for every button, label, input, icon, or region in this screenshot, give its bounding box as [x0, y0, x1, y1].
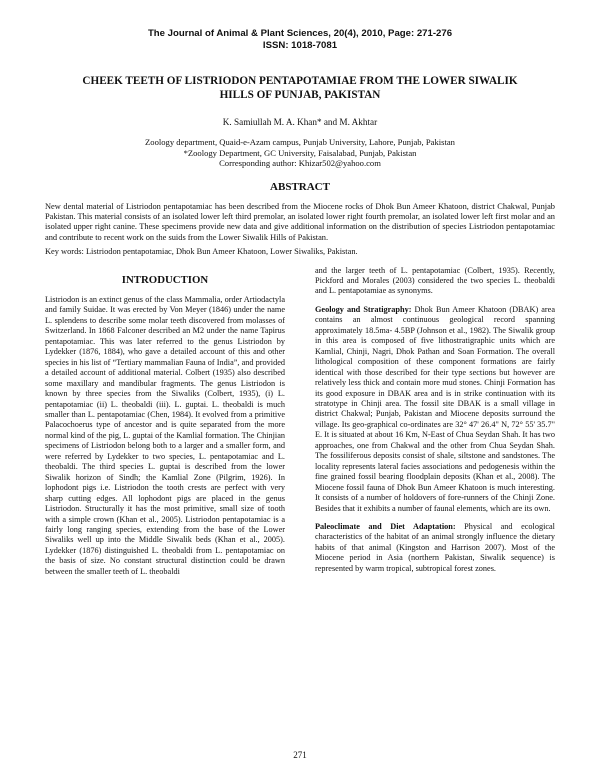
title-line-2: HILLS OF PUNJAB, PAKISTAN: [219, 89, 381, 101]
paleoclimate-text: Physical and ecological characteristics of the habitat of an animal strongly influence the dietary habits of that animal (Kingston and Harrison 2007). Most of the Miocene period in Asia (northern Pakistan, Siwalik sequence) is represented by warm tropical, subtropical forest zones.: [315, 521, 555, 573]
affiliation-2: *Zoology Department, GC University, Faisalabad, Punjab, Pakistan: [183, 147, 417, 158]
introduction-heading: INTRODUCTION: [121, 273, 209, 286]
geology-text: Dhok Bun Ameer Khatoon (DBAK) area contains an almost continuous geological record spanning approximately 18.5ma- 4.5BP (Johnson et al., 1982). The Siwalik group in this area is composed of five lithostratigraphic units which are Kamlial, Chinji, Nagri, Dhok Pathan and Soan Formation. The overall lithological composition of these component formations are fairly identical with those described for their type sections but however are relatively less thick and contain more mud stones. Chinji Formation has its good exposure in DBAK area and is in strike continuation with its stratotype in Chinji area. The fossil site DBAK is a small village in district Chakwal; Punjab, Pakistan and Miocene deposits surround the village. Its geo-graphical co-ordinates are 32° 47' 26.4" N, 72° 55' 35.7" E. It is situated at about 16 Km, N-East of Chua Seydan Shah. It has two approaches, one from Chakwal and the other from Chua Seydan Shah. The fossiliferous deposits consist of shale, siltstone and sandstones. The locality represents lateral facies associations and pedogenesis within the fine grained fossil bearing floodplain deposits (Khan et al., 2008). The Miocene fossil fauna of Dhok Bun Ameer Khatoon is much interesting. It consists of a number of holdovers of fore-runners of the Chinji Zone. Besides that it exhibits a number of faunal elements, which are its own.: [315, 304, 556, 513]
authors: K. Samiullah M. A. Khan* and M. Akhtar: [222, 117, 378, 127]
page-number: 271: [293, 750, 307, 760]
title-line-1: CHEEK TEETH OF LISTRIODON PENTAPOTAMIAE FROM THE LOWER SIWALIK: [82, 75, 518, 87]
affiliations: [45, 137, 555, 169]
intro-continued-text: and the larger teeth of L. pentapotamiac (Colbert, 1935). Recently, Pickford and Morales (2003) considered the two species L. theobaldi and L. pentapotamiae as synonyms.: [315, 265, 555, 296]
abstract-heading: ABSTRACT: [270, 180, 330, 193]
introduction-text: Listriodon is an extinct genus of the class Mammalia, order Artiodactyla and family Suidae. It was erected by Von Meyer (1846) under the name L. splendens to describe some molar teeth discovered from molasses of Switzerland. In 1868 Falconer described an M2 under the name Tapirus pentapotamiac. This was later referred to the genus Listriodon by Lydekker (1876, 1884), who gave a detailed account of this and other species in his list of “Tertiary mammalian Fauna of India”, and provided a detailed account of additional material. Colbert (1935) also described some maxillary and mandibular fragments. The genus Listriodon is known by three species from the Siwaliks (Colbert, 1935), (i) L. pentapotamiac (ii) L. theobaldi (iii). L. guptai. L. theobaldi is much smaller than L. pentapotamiac (Chen, 1984). It evolved from a primitive Palacochoerus type of ancestor and is quite separated from the more normal kind of the pig, L. guptai of the Kamlial formation. The Chinjian specimens of Listriodon belong both to a larger and a smaller form, and were referred by Lydekker to two species, L. pentapotamiac and L. theobaldi. The third species L. guptai is described from the lower Siwalik horizon of Sindh; the Kamlial Zone (Pilgrim, 1926). In lophodont pigs i.e. Listriodon the tooth crests are perfect with very sharp cutting edges. All lophodont pigs are placed in the genus Listriodon. Structurally it has the most primitive, small size of tooth with a simple crown (Khan et al., 2005). Listriodon pentapotamiac is a fairly long ranging species, extending from the base of the Lower Siwaliks well up into the Middle Siwalik beds (Khan et al., 2005). Lydekker (1876) distinguished L. theobaldi from L. pentapotamiac on the basis of size. No constant structural distinction could be drawn between the smaller teeth of L. theobaldi: [45, 294, 285, 576]
abstract-text: New dental material of Listriodon pentapotamiac has been described from the Miocene rocks of Dhok Bun Ameer Khatoon, district Chakwal, Punjab Pakistan. This material consists of an isolated lower left third premolar, an isolated lower right fourth premolar, an isolated lower left first molar and an isolated upper right canine. These specimens provide new data and give additional information on the distribution of species Listriodon pentapotamiac and contribute to recent work on the suids from the Lower Siwalik Hills of Pakistan.: [45, 201, 555, 242]
left-column: [45, 266, 285, 578]
corresponding-author: Corresponding author: Khizar502@yahoo.com: [219, 158, 381, 168]
paper-title: [45, 74, 555, 102]
keywords: Key words: Listriodon pentapotamiac, Dhok Bun Ameer Khatoon, Lower Siwaliks, Pakistan.: [45, 247, 358, 257]
body-columns: [45, 266, 555, 578]
geology-heading: Geology and Stratigraphy:: [315, 304, 412, 314]
right-column: [315, 266, 555, 578]
affiliation-1: Zoology department, Quaid-e-Azam campus, Punjab University, Lahore, Punjab, Pakistan: [145, 137, 455, 147]
geology-section: [315, 305, 555, 514]
journal-citation: The Journal of Animal & Plant Sciences, 20(4), 2010, Page: 271-276: [147, 28, 453, 39]
journal-issn: ISSN: 1018-7081: [262, 40, 338, 51]
paleoclimate-heading: Paleoclimate and Diet Adaptation:: [315, 521, 456, 531]
journal-header: [45, 28, 555, 52]
paleoclimate-section: [315, 522, 555, 574]
